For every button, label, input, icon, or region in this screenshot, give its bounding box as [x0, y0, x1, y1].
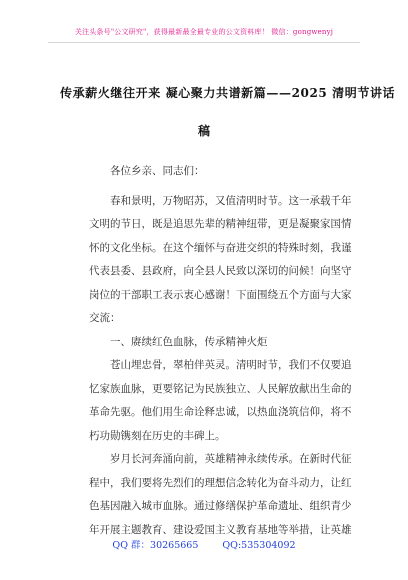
page-footer: [0, 537, 408, 551]
body-line: 色基因融入城市血脉。通过修缮保护革命遗址、组织青少: [89, 500, 352, 512]
qq-group-number: QQ 群：30265665: [112, 540, 199, 551]
document-title: 传承薪火继往开来 凝心聚力共谱新篇——2025 清明节讲话: [60, 86, 396, 100]
body-line: 春和景明，万物昭苏，又值清明时节。这一承载千年: [110, 194, 352, 207]
body-line: 岗位的干部职工表示衷心感谢！下面围绕五个方面与大家: [89, 288, 352, 301]
header-divider: [48, 42, 360, 43]
body-line: 岁月长河奔涌向前，英雄精神永续传承。在新时代征: [110, 453, 352, 465]
body-line: 一、赓续红色血脉，传承精神火炬: [110, 335, 268, 348]
body-line: 怀的文化坐标。在这个缅怀与奋进交织的特殊时刻，我谨: [89, 241, 352, 254]
body-line: 革命先驱。他们用生命诠释忠诚，以热血浇筑信仰，将不: [89, 406, 352, 418]
salutation: 各位乡亲、同志们：: [110, 165, 205, 177]
body-line: 程中，我们要将先烈们的理想信念转化为奋斗动力，让红: [89, 476, 352, 489]
qq-number: QQ:535304092: [222, 540, 296, 551]
body-line: 交流：: [89, 312, 121, 324]
document-title-continuation: 稿: [197, 124, 210, 138]
body-line: 代表县委、县政府，向全县人民致以深切的问候！向坚守: [89, 265, 352, 277]
document-body: [89, 160, 352, 542]
body-line: 朽功勋镌刻在历史的丰碑上。: [89, 429, 226, 442]
page-header: 关注头条号"公文研究"，获得最新最全最专业的公文资料库！ 微信：gongwenyj: [74, 28, 334, 36]
body-line: 文明的节日，既是追思先辈的精神纽带，更是凝聚家国情: [89, 218, 352, 230]
body-line: 苍山埋忠骨，翠柏伴英灵。清明时节，我们不仅要追: [110, 359, 352, 371]
body-line: 忆家族血脉，更要铭记为民族独立、人民解放献出生命的: [89, 382, 352, 395]
body-line: 年开展主题教育、建设爱国主义教育基地等举措，让英雄: [89, 523, 352, 536]
